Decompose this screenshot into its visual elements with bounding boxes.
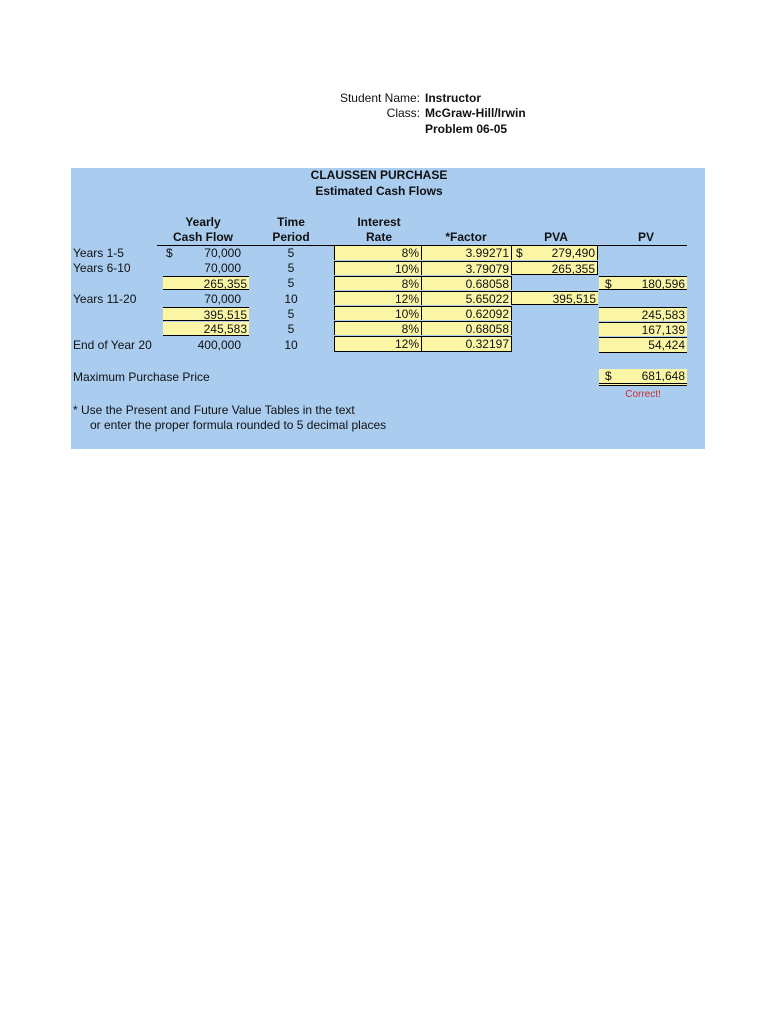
cashflow-value: 70,000 (204, 246, 241, 260)
pva-value: 395,515 (512, 291, 598, 305)
note-line-2: or enter the proper formula rounded to 5 decimal places (90, 418, 387, 432)
rate-input[interactable]: 8% (334, 276, 422, 290)
rate-input[interactable]: 10% (334, 306, 422, 320)
period-cell: 5 (287, 246, 295, 260)
pv-cell (599, 276, 687, 290)
rate-input[interactable]: 12% (334, 336, 422, 352)
col-pva-header: PVA (544, 230, 568, 244)
sheet-subtitle: Estimated Cash Flows (315, 184, 443, 198)
cashflow-value: 265,355 (163, 276, 249, 290)
dollar-sign: $ (166, 246, 173, 260)
row-label: Years 6-10 (73, 261, 131, 275)
factor-input[interactable]: 5.65022 (422, 291, 512, 305)
row-label: End of Year 20 (73, 338, 152, 352)
pv-value: 180,596 (641, 277, 685, 291)
factor-input[interactable]: 0.32197 (422, 336, 512, 352)
col-factor-header: *Factor (445, 230, 487, 244)
student-name-label: Student Name: (339, 91, 420, 105)
factor-input[interactable]: 0.68058 (422, 276, 512, 290)
cashflow-value: 70,000 (204, 292, 241, 306)
factor-input[interactable]: 3.79079 (422, 261, 512, 275)
period-cell: 5 (287, 276, 295, 290)
student-name-value: Instructor (425, 91, 482, 105)
rate-input[interactable]: 12% (334, 291, 422, 305)
factor-input[interactable]: 0.68058 (422, 321, 512, 335)
pv-value: 167,139 (599, 322, 687, 336)
factor-input[interactable]: 3.99271 (422, 246, 512, 260)
class-value: McGraw-Hill/Irwin (425, 106, 526, 120)
period-cell: 10 (284, 338, 298, 352)
class-label: Class: (386, 106, 420, 120)
cashflow-value: 245,583 (163, 322, 249, 336)
max-price-value: 681,648 (641, 369, 685, 383)
note-line-1: * Use the Present and Future Value Tables in the text (73, 403, 355, 417)
col-cashflow-header-2: Cash Flow (172, 230, 233, 244)
pva-cell (512, 246, 598, 260)
dollar-sign: $ (605, 369, 612, 383)
cashflow-cell (163, 246, 243, 260)
col-period-header-1: Time (277, 215, 305, 229)
spreadsheet-area (71, 168, 705, 449)
row-label: Years 11-20 (73, 292, 137, 306)
pva-value: 279,490 (551, 246, 595, 260)
col-pv-header: PV (637, 230, 654, 244)
period-cell: 5 (287, 322, 295, 336)
problem-label: Problem 06-05 (425, 122, 508, 136)
max-price-label: Maximum Purchase Price (73, 370, 210, 384)
factor-input[interactable]: 0.62092 (422, 306, 512, 320)
col-period-header-2: Period (272, 230, 310, 244)
row-label: Years 1-5 (73, 246, 124, 260)
pv-value: 54,424 (599, 337, 687, 353)
dollar-sign: $ (605, 277, 612, 291)
cashflow-value: 70,000 (204, 261, 241, 275)
col-rate-header-2: Rate (365, 230, 392, 244)
rate-input[interactable]: 8% (334, 321, 422, 335)
max-price-cell (599, 369, 687, 386)
col-cashflow-header-1: Yearly (185, 215, 221, 229)
col-rate-header-1: Interest (357, 215, 401, 229)
correct-indicator: Correct! (625, 389, 661, 400)
period-cell: 10 (284, 292, 298, 306)
rate-input[interactable]: 8% (334, 246, 422, 260)
pv-value: 245,583 (599, 307, 687, 321)
dollar-sign: $ (516, 246, 523, 260)
cashflow-value: 400,000 (197, 338, 241, 352)
rate-input[interactable]: 10% (334, 261, 422, 275)
period-cell: 5 (287, 261, 295, 275)
period-cell: 5 (287, 307, 295, 321)
pva-value: 265,355 (512, 261, 598, 275)
cashflow-value: 395,515 (163, 307, 249, 321)
sheet-title: CLAUSSEN PURCHASE (310, 168, 448, 182)
